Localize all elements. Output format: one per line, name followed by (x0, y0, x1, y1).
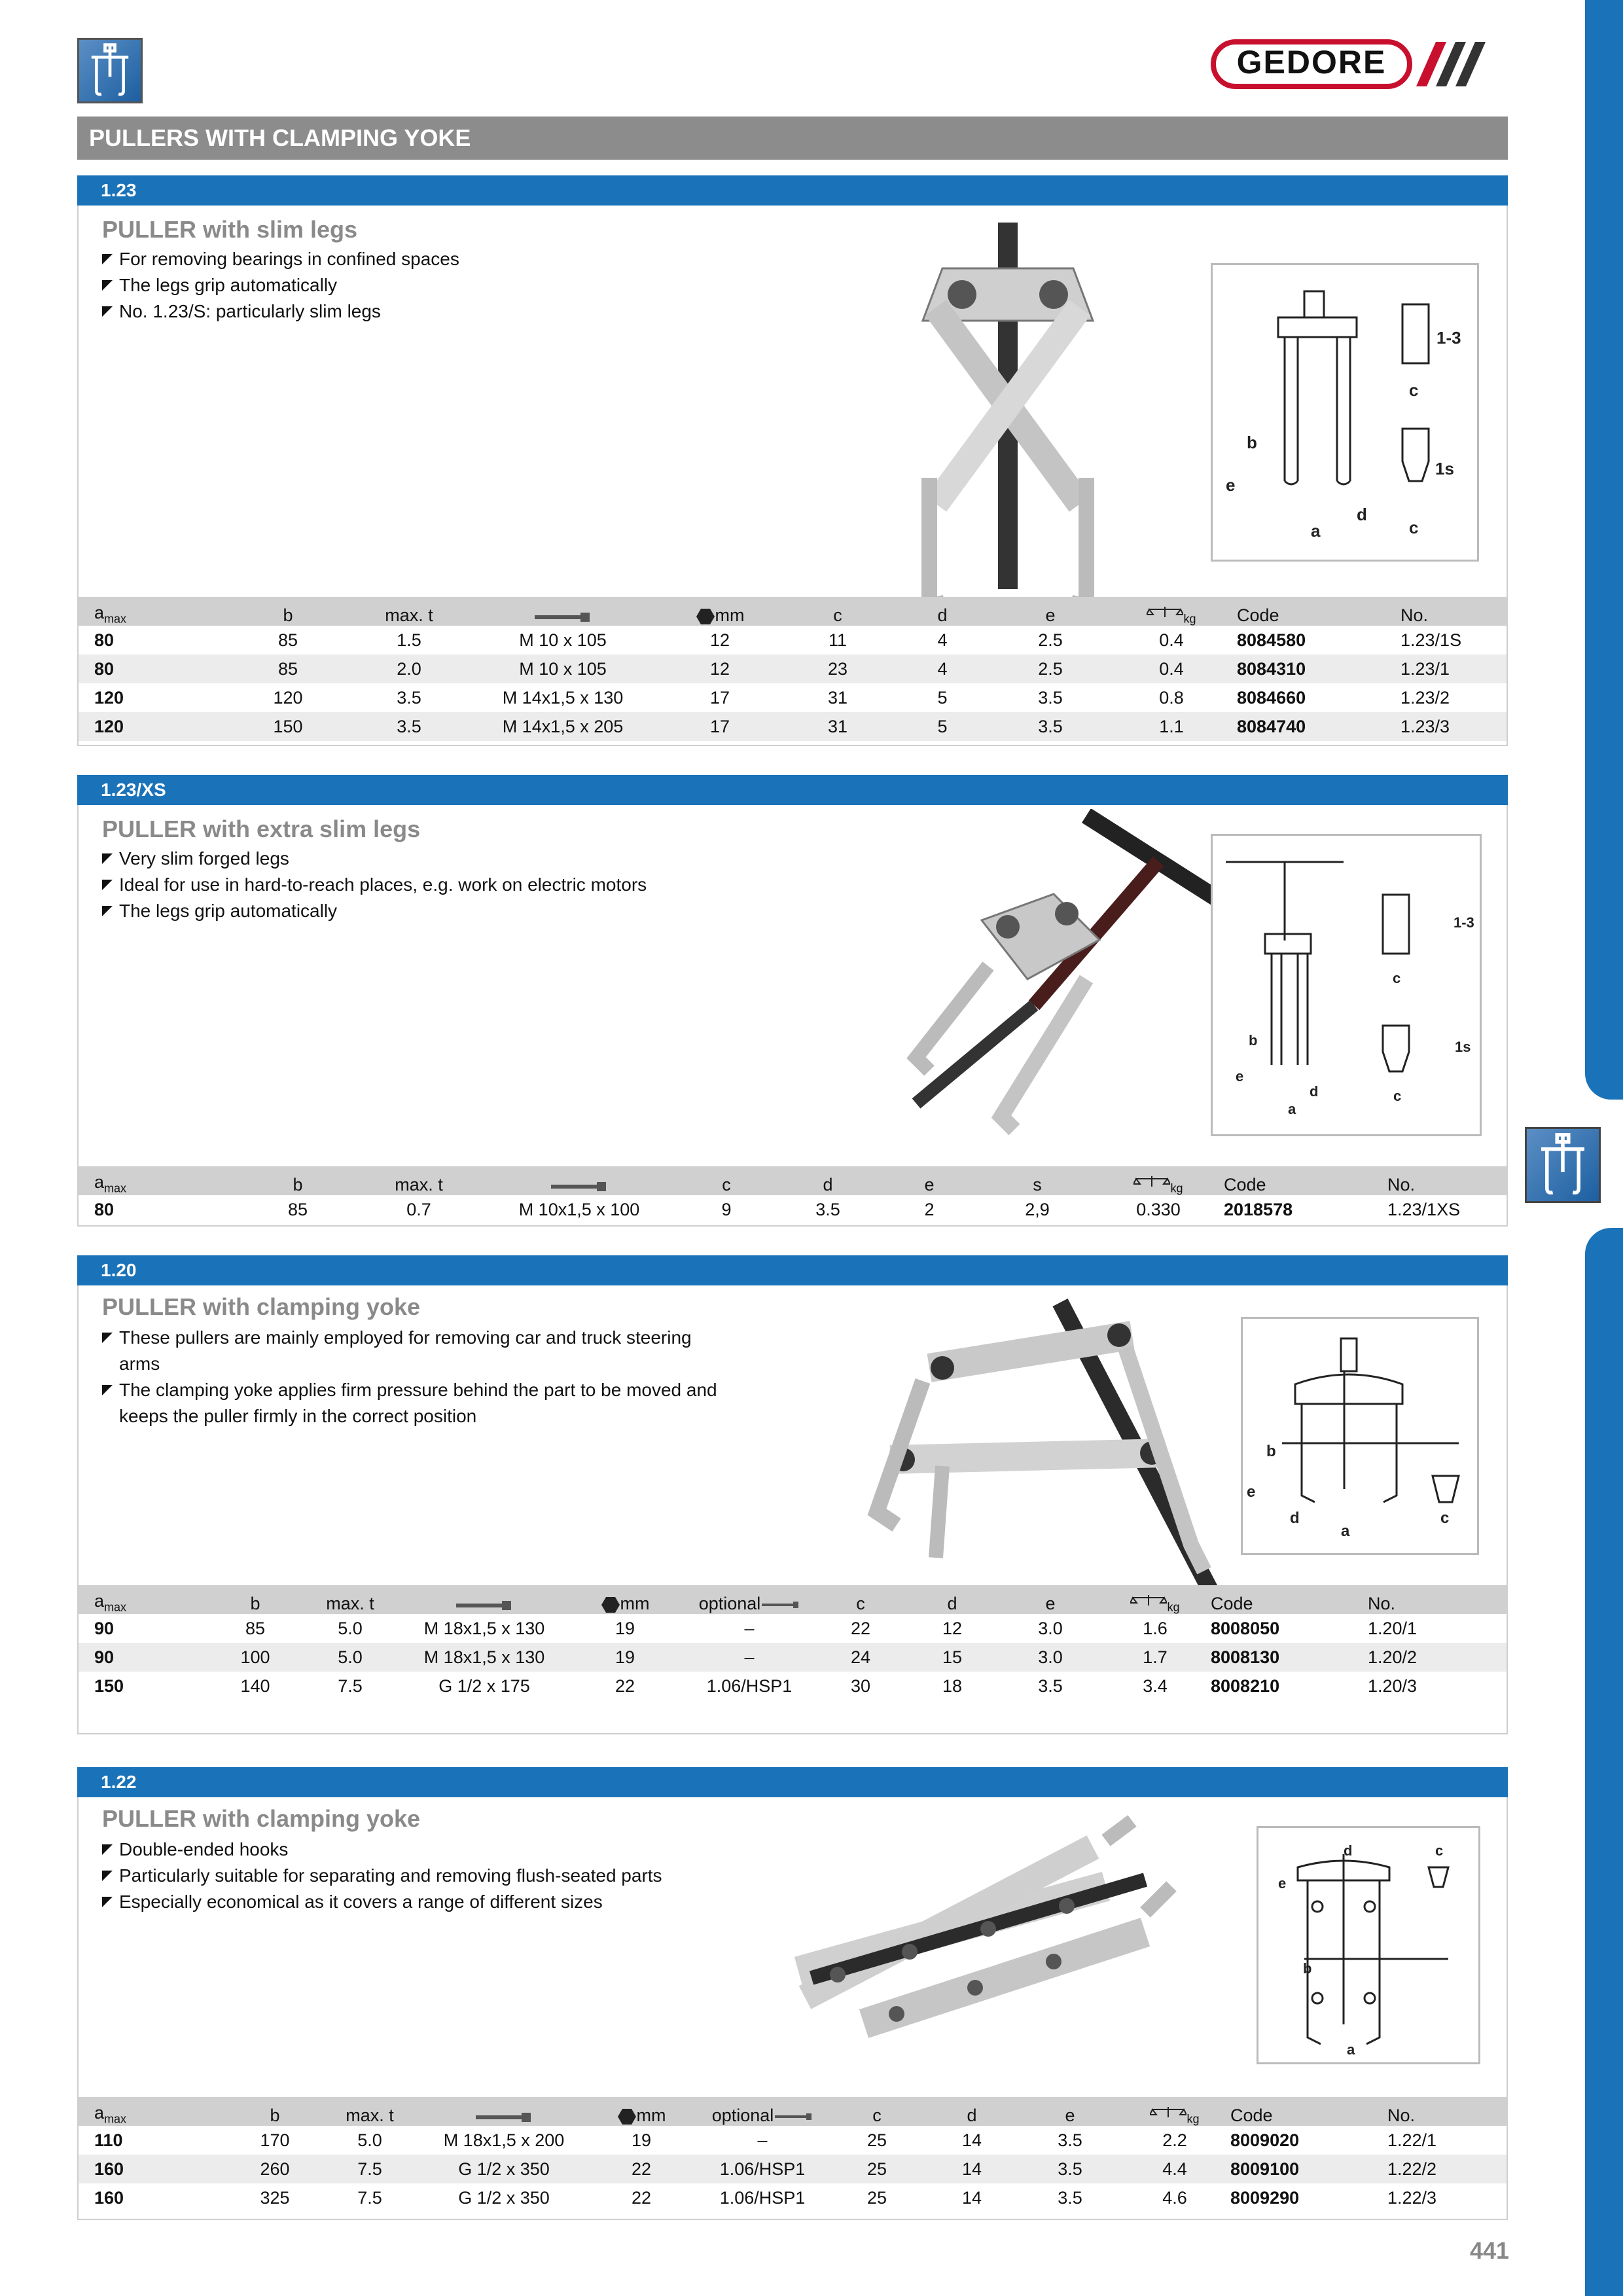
col-header: $a_{max}$ (79, 2097, 229, 2126)
feature-item: Particularly suitable for separating and removing flush-seated parts (102, 1863, 662, 1889)
col-header: e (995, 597, 1106, 626)
diagram-label: c (1393, 970, 1401, 986)
spec-table (79, 2097, 1507, 2212)
dimension-diagram (1241, 1317, 1479, 1555)
table-row: 110 170 5.0 M 18x1,5 x 200 19 – 25 14 3.5 2.2 8009020 1.22/1 (94, 2130, 1437, 2150)
col-header: Code (1211, 1585, 1368, 1614)
diagram-label: b (1303, 1960, 1312, 1977)
section-1-23 (77, 175, 1508, 746)
spindle-icon (760, 1601, 800, 1609)
feature-item: Double-ended hooks (102, 1837, 662, 1863)
diagram-label: 1s (1455, 1039, 1471, 1055)
col-header: Code (1230, 2097, 1387, 2126)
col-header: s (982, 1166, 1093, 1195)
diagram-label: e (1236, 1068, 1244, 1085)
col-header: d (903, 1585, 1001, 1614)
feature-item: For removing bearings in confined spaces (102, 246, 459, 272)
diagram-label: a (1341, 1522, 1350, 1540)
feature-item: Very slim forged legs (102, 846, 647, 872)
product-title: PULLER with clamping yoke (102, 1805, 421, 1832)
section-1-23-xs (77, 775, 1508, 1227)
feature-item: The clamping yoke applies firm pressure behind the part to be moved and keeps the puller firmly in the correct position (102, 1377, 717, 1429)
page-number: 441 (1470, 2237, 1510, 2264)
diagram-label: 1-3 (1436, 328, 1461, 348)
col-header: e (877, 1166, 982, 1195)
diagram-label: c (1435, 1842, 1444, 1859)
feature-item: No. 1.23/S: particularly slim legs (102, 298, 459, 325)
hex-spanner-icon: mm (569, 1585, 681, 1614)
puller-slim-legs-photo (864, 216, 1152, 609)
section-number: 1.22 (77, 1767, 1508, 1797)
diagram-label: a (1311, 521, 1321, 541)
diagram-label: b (1249, 1032, 1258, 1049)
diagram-label: d (1357, 505, 1367, 524)
spec-table (79, 1585, 1507, 1700)
col-header: d (779, 1166, 877, 1195)
feature-item: These pullers are mainly employed for removing car and truck steering arms (102, 1325, 717, 1377)
table-row: 120 150 3.5 M 14x1,5 x 205 17 31 5 3.5 1.1 8084740 1.23/3 (79, 712, 1507, 741)
diagram-label: a (1288, 1101, 1296, 1117)
diagram-label: e (1247, 1483, 1256, 1501)
col-header: max. t (301, 1585, 399, 1614)
col-header: max. t (347, 597, 471, 626)
logo-stripes-icon (1407, 42, 1499, 86)
table-row: 80 85 2.0 M 10 x 105 12 23 4 2.5 0.4 8084310 1.23/1 (79, 655, 1507, 683)
table-row: 80 85 1.5 M 10 x 105 12 11 4 2.5 0.4 8084580 1.23/1S (94, 630, 1462, 650)
col-header: No. (1387, 1166, 1507, 1195)
diagram-label: d (1310, 1083, 1319, 1100)
scale-icon: kg (1099, 1585, 1211, 1614)
scale-icon: kg (1093, 1166, 1224, 1195)
col-header: optional (681, 1585, 818, 1614)
diagram-label: c (1393, 1088, 1402, 1104)
brand-wordmark: GEDORE (1236, 44, 1387, 81)
col-header: c (785, 597, 890, 626)
dimension-diagram (1211, 263, 1479, 562)
dimension-diagram (1211, 834, 1482, 1136)
col-header: b (229, 597, 347, 626)
diagram-label: e (1278, 1875, 1287, 1892)
table-row: 160 325 7.5 G 1/2 x 350 22 1.06/HSP1 25 14 3.5 4.6 8009290 1.22/3 (94, 2187, 1437, 2208)
scale-icon: kg (1106, 597, 1237, 626)
product-title: PULLER with slim legs (102, 216, 358, 243)
diagram-label: d (1344, 1842, 1353, 1859)
dimension-diagram (1257, 1826, 1480, 2064)
col-header: optional (694, 2097, 831, 2126)
feature-item: The legs grip automatically (102, 272, 459, 298)
col-header: e (1001, 1585, 1099, 1614)
section-number: 1.23 (77, 175, 1508, 206)
col-header: b (229, 2097, 321, 2126)
col-header: No. (1368, 1585, 1507, 1614)
diagram-label: a (1347, 2041, 1355, 2058)
table-row: 90 100 5.0 M 18x1,5 x 130 19 – 24 15 3.0 1.7 8008130 1.20/2 (79, 1643, 1507, 1672)
hex-spanner-icon: mm (589, 2097, 694, 2126)
feature-list (102, 846, 647, 924)
col-header: e (1021, 2097, 1119, 2126)
puller-double-ended-photo (740, 1808, 1211, 2083)
col-header: No. (1387, 2097, 1507, 2126)
col-header: $a_{max}$ (79, 1585, 209, 1614)
spindle-icon (419, 2097, 589, 2126)
diagram-label: b (1247, 433, 1257, 452)
puller-category-icon (77, 38, 143, 103)
diagram-label: e (1226, 475, 1236, 495)
col-header: $a_{max}$ (79, 597, 229, 626)
gedore-logo (1211, 39, 1499, 89)
diagram-label: 1s (1435, 459, 1454, 478)
diagram-label: d (1290, 1509, 1300, 1527)
feature-item: The legs grip automatically (102, 898, 647, 924)
diagram-label: b (1266, 1443, 1276, 1460)
diagram-label: c (1409, 380, 1419, 400)
col-header: c (818, 1585, 903, 1614)
feature-list (102, 1837, 662, 1915)
puller-category-tab-icon[interactable] (1525, 1127, 1601, 1203)
section-number: 1.20 (77, 1255, 1508, 1285)
spec-table (79, 597, 1507, 741)
col-header: No. (1400, 597, 1507, 626)
right-edge-band-lower (1585, 1228, 1623, 2296)
hex-spanner-icon: mm (654, 597, 785, 626)
feature-item: Ideal for use in hard-to-reach places, e.g. work on electric motors (102, 872, 647, 898)
spindle-icon (484, 1166, 674, 1195)
table-row: 80 85 0.7 M 10x1,5 x 100 9 3.5 2 2,9 0.330 2018578 1.23/1XS (94, 1199, 1461, 1219)
col-header: c (674, 1166, 779, 1195)
table-row: 90 85 5.0 M 18x1,5 x 130 19 – 22 12 3.0 1.6 8008050 1.20/1 (94, 1618, 1418, 1638)
spindle-icon (774, 2113, 813, 2121)
col-header: max. t (353, 1166, 484, 1195)
feature-list (102, 1325, 717, 1429)
section-1-22 (77, 1767, 1508, 2220)
col-header: $a_{max}$ (79, 1166, 242, 1195)
col-header: b (242, 1166, 353, 1195)
col-header: Code (1237, 597, 1400, 626)
spec-table (79, 1166, 1507, 1224)
right-edge-band (1585, 0, 1623, 1100)
col-header: max. t (321, 2097, 419, 2126)
table-header-row (79, 2097, 1507, 2126)
col-header: c (831, 2097, 923, 2126)
col-header: b (209, 1585, 301, 1614)
spindle-icon (399, 1585, 569, 1614)
product-title: PULLER with extra slim legs (102, 816, 421, 842)
product-title: PULLER with clamping yoke (102, 1293, 421, 1320)
col-header: d (890, 597, 995, 626)
scale-icon: kg (1119, 2097, 1230, 2126)
col-header: Code (1224, 1166, 1387, 1195)
table-header-row (79, 1166, 1507, 1195)
diagram-label: c (1409, 518, 1419, 537)
table-header-row (79, 597, 1507, 626)
section-1-20 (77, 1255, 1508, 1734)
puller-extra-slim-photo (838, 809, 1257, 1143)
table-header-row (79, 1585, 1507, 1614)
diagram-label: 1-3 (1454, 914, 1474, 931)
diagram-label: c (1440, 1509, 1450, 1527)
col-header: d (923, 2097, 1021, 2126)
page-title: PULLERS WITH CLAMPING YOKE (77, 117, 1508, 160)
feature-list (102, 246, 459, 325)
spindle-icon (471, 597, 654, 626)
table-row: 160 260 7.5 G 1/2 x 350 22 1.06/HSP1 25 14 3.5 4.4 8009100 1.22/2 (79, 2155, 1507, 2183)
table-row: 120 120 3.5 M 14x1,5 x 130 17 31 5 3.5 0.8 8084660 1.23/2 (94, 687, 1450, 708)
section-number: 1.23/XS (77, 775, 1508, 805)
feature-item: Especially economical as it covers a range of different sizes (102, 1889, 662, 1915)
puller-clamping-yoke-photo (851, 1296, 1270, 1610)
table-row: 150 140 7.5 G 1/2 x 175 22 1.06/HSP1 30 18 3.5 3.4 8008210 1.20/3 (94, 1676, 1418, 1696)
